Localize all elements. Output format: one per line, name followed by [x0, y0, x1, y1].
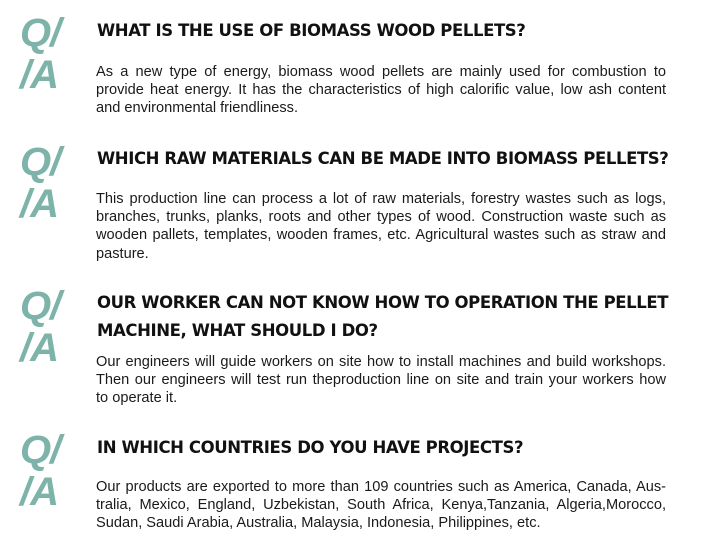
question-heading: IN WHICH COUNTRIES DO YOU HAVE PROJECTS?	[97, 438, 524, 457]
qa-logo-icon	[18, 430, 80, 520]
question-line: MACHINE, WHAT SHOULD I DO?	[97, 321, 378, 340]
answer-line: As a new type of energy, biomass wood pellets are mainly used for combustion to	[96, 64, 666, 80]
answer-text	[96, 478, 666, 533]
a-mark: /A	[20, 470, 58, 514]
answer-line: Our products are exported to more than 109 countries such as America, Canada, Aus-	[96, 479, 666, 495]
q-mark: Q/	[20, 284, 61, 328]
answer-line: Then our engineers will test run theproduction line on site and train your workers how	[96, 372, 666, 389]
qa-logo-icon	[18, 142, 80, 232]
answer-line: Sudan, Saudi Arabia, Australia, Malaysia, Indonesia, Philippines, etc.	[96, 515, 541, 532]
answer-text	[96, 190, 666, 263]
a-mark: /A	[20, 182, 58, 226]
question-heading: WHAT IS THE USE OF BIOMASS WOOD PELLETS?	[97, 21, 526, 40]
answer-line: and environmental friendliness.	[96, 100, 298, 117]
answer-line: provide heat energy. It has the characteristics of high calorific value, low ash content	[96, 82, 666, 99]
answer-line: pasture.	[96, 245, 149, 262]
q-mark: Q/	[20, 140, 61, 184]
answer-line: branches, trunks, planks, roots and other types of wood. Construction waste such as	[96, 209, 666, 226]
answer-text	[96, 353, 666, 408]
question-line: OUR WORKER CAN NOT KNOW HOW TO OPERATION THE PELLET	[97, 293, 669, 312]
qa-logo-icon	[18, 286, 80, 376]
qa-logo-icon	[18, 13, 80, 103]
answer-line: tralia, Mexico, England, Uzbekistan, South Africa, Kenya,Tanzania, Algeria,Morocco,	[96, 497, 666, 514]
a-mark: /A	[20, 326, 58, 370]
q-mark: Q/	[20, 428, 61, 472]
answer-line: This production line can process a lot of raw materials, forestry wastes such as logs,	[96, 191, 666, 207]
question-heading	[97, 289, 668, 345]
answer-line: to operate it.	[96, 390, 178, 407]
question-heading: WHICH RAW MATERIALS CAN BE MADE INTO BIOMASS PELLETS?	[97, 149, 669, 168]
answer-line: Our engineers will guide workers on site how to install machines and build workshops.	[96, 354, 666, 370]
answer-text	[96, 63, 666, 118]
answer-line: wooden pallets, templates, wooden frames, etc. Agricultural wastes such as straw and	[96, 227, 666, 244]
q-mark: Q/	[20, 11, 61, 55]
a-mark: /A	[20, 53, 58, 97]
